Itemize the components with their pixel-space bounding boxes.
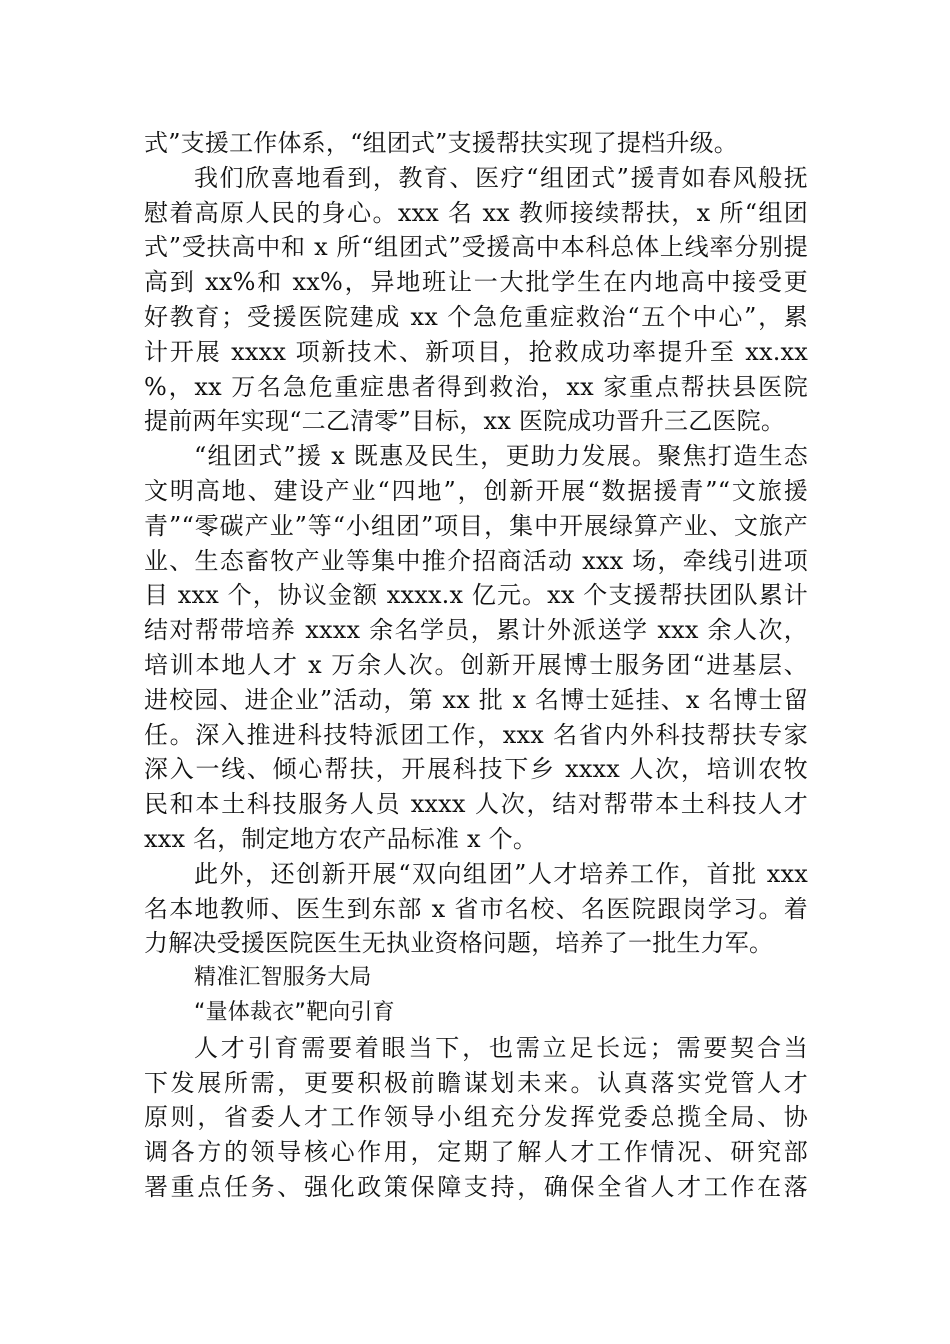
paragraph-line: “组团式”援 x 既惠及民生，更助力发展。聚焦打造生态 [194, 442, 808, 471]
paragraph-line: 提前两年实现“二乙清零”目标，xx 医院成功晋升三乙医院。 [144, 407, 786, 436]
paragraph-line: 式”支援工作体系，“组团式”支援帮扶实现了提档升级。 [144, 129, 739, 157]
paragraph-line: 任。深入推进科技特派团工作，xxx 名省内外科技帮扶专家 [144, 720, 808, 749]
paragraph-line: 民和本土科技服务人员 xxxx 人次，结对帮带本土科技人才 [144, 790, 808, 819]
subsection-heading: “量体裁衣”靶向引育 [194, 999, 395, 1025]
paragraph-line: 慰着高原人民的身心。xxx 名 xx 教师接续帮扶，x 所“组团 [144, 198, 808, 227]
paragraph-line: 文明高地、建设产业“四地”，创新开展“数据援青”“文旅援 [144, 476, 808, 505]
paragraph-line: 结对帮带培养 xxxx 余名学员，累计外派送学 xxx 余人次， [144, 616, 808, 645]
paragraph-line: 人才引育需要着眼当下，也需立足长远；需要契合当 [194, 1033, 808, 1062]
paragraph-line: 高到 xx%和 xx%，异地班让一大批学生在内地高中接受更 [144, 268, 808, 297]
paragraph-line: 进校园、进企业”活动，第 xx 批 x 名博士延挂、x 名博士留 [144, 685, 808, 714]
paragraph-line: 式”受扶高中和 x 所“组团式”受援高中本科总体上线率分别提 [144, 233, 808, 262]
paragraph-line: %，xx 万名急危重症患者得到救治，xx 家重点帮扶县医院 [144, 372, 808, 401]
paragraph-line: 署重点任务、强化政策保障支持，确保全省人才工作在落 [144, 1172, 808, 1201]
paragraph-line: 青”“零碳产业”等“小组团”项目，集中开展绿算产业、文旅产 [144, 511, 808, 540]
paragraph-line: 好教育；受援医院建成 xx 个急危重症救治“五个中心”，累 [144, 302, 808, 331]
paragraph-line: 目 xxx 个，协议金额 xxxx.x 亿元。xx 个支援帮扶团队累计 [144, 581, 808, 610]
paragraph-line: 业、生态畜牧产业等集中推介招商活动 xxx 场，牵线引进项 [144, 546, 808, 575]
paragraph-line: 计开展 xxxx 项新技术、新项目，抢救成功率提升至 xx.xx [144, 337, 808, 366]
paragraph-line: 培训本地人才 x 万余人次。创新开展博士服务团“进基层、 [144, 650, 808, 679]
paragraph-line: 力解决受援医院医生无执业资格问题，培养了一批生力军。 [144, 929, 774, 958]
paragraph-line: 下发展所需，更要积极前瞻谋划未来。认真落实党管人才 [144, 1068, 808, 1097]
paragraph-line: 深入一线、倾心帮扶，开展科技下乡 xxxx 人次，培训农牧 [144, 755, 808, 784]
document-body [144, 126, 808, 1205]
section-heading: 精准汇智服务大局 [194, 965, 372, 991]
paragraph-line: 原则，省委人才工作领导小组充分发挥党委总揽全局、协 [144, 1103, 808, 1132]
paragraph-line: 调各方的领导核心作用，定期了解人才工作情况、研究部 [144, 1138, 808, 1167]
paragraph-line: 此外，还创新开展“双向组团”人才培养工作，首批 xxx [194, 859, 808, 888]
paragraph-line: 我们欣喜地看到，教育、医疗“组团式”援青如春风般抚 [194, 163, 808, 192]
paragraph-line: 名本地教师、医生到东部 x 省市名校、名医院跟岗学习。着 [144, 894, 808, 923]
paragraph-line: xxx 名，制定地方农产品标准 x 个。 [144, 824, 538, 853]
